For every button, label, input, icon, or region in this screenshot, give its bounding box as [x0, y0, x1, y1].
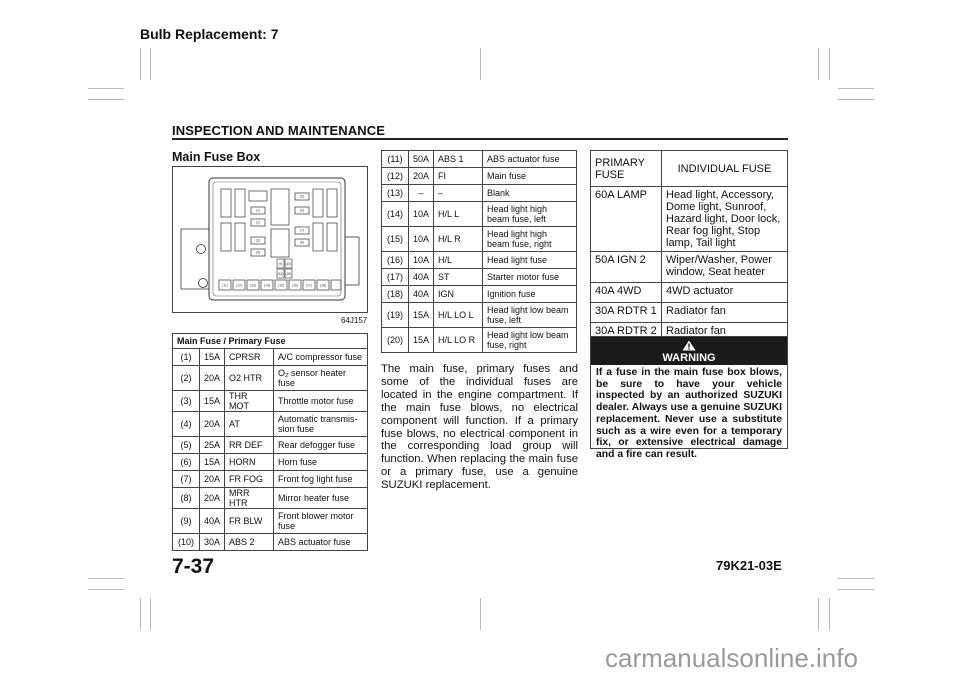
warning-text: If a fuse in the main fuse box blows, be sure to have your vehicle inspected by an authorized SUZUKI dealer. Always use a genuine SUZUKI replacement. Never use a substitute such as a wire even for a temporary fix, or extensive electrical damage and a fire can result. — [596, 367, 782, 460]
fuse-amperage: 40A — [409, 286, 434, 303]
crop-mark — [829, 598, 830, 630]
fuse-name: H/L R — [434, 227, 483, 252]
fuse-description: Head light low beam fuse, left — [483, 303, 577, 328]
individual-fuse-cell: Radiator fan — [662, 303, 788, 323]
fuse-name: FR FOG — [225, 471, 274, 488]
fuse-name: H/L — [434, 252, 483, 269]
table-row — [591, 283, 788, 303]
fuse-description: Head light fuse — [483, 252, 577, 269]
table-row — [382, 328, 577, 353]
fuse-name: FI — [434, 168, 483, 185]
fuse-number: (19) — [382, 303, 409, 328]
fuse-number: (7) — [173, 471, 200, 488]
fuse-name: – — [434, 185, 483, 202]
diagram-label: (14) — [264, 283, 270, 288]
fuse-table-header: Main Fuse / Primary Fuse — [173, 334, 368, 349]
diagram-label: (9) — [278, 262, 283, 266]
fuse-box-diagram — [173, 167, 367, 312]
fuse-description: ABS actuator fuse — [274, 534, 368, 551]
crop-mark — [829, 48, 830, 80]
individual-fuse-cell: Radiator fan — [662, 323, 788, 343]
fuse-description: Head light high beam fuse, right — [483, 227, 577, 252]
diagram-label: (11) — [222, 283, 228, 288]
warning-title: WARNING — [662, 352, 716, 364]
crop-mark — [838, 99, 874, 100]
diagram-label: (19) — [277, 272, 284, 276]
fuse-name: H/L LO R — [434, 328, 483, 353]
diagram-label: (10) — [285, 262, 292, 266]
crop-mark — [140, 48, 141, 80]
table-row — [382, 168, 577, 185]
fuse-amperage: 15A — [409, 328, 434, 353]
fuse-number: (2) — [173, 366, 200, 391]
crop-mark — [150, 598, 151, 630]
table-row — [173, 471, 368, 488]
fuse-name: ABS 1 — [434, 151, 483, 168]
table-row — [382, 286, 577, 303]
fuse-amperage: 20A — [409, 168, 434, 185]
table-row — [382, 202, 577, 227]
fuse-number: (16) — [382, 252, 409, 269]
fuse-description: O₂ sensor heater fuse — [274, 366, 368, 391]
figure-code: 64J157 — [341, 316, 368, 325]
diagram-label: (20) — [285, 272, 292, 276]
diagram-label: (16) — [292, 283, 298, 288]
primary-fuse-table — [590, 150, 788, 343]
fuse-name: CPRSR — [225, 349, 274, 366]
fuse-number: (4) — [173, 412, 200, 437]
fuse-description: Front fog light fuse — [274, 471, 368, 488]
fuse-amperage: 15A — [200, 391, 225, 412]
diagram-label: (2) — [256, 220, 260, 225]
crop-mark — [838, 88, 874, 89]
table-row — [382, 151, 577, 168]
fuse-name: HORN — [225, 454, 274, 471]
fuse-description: Blank — [483, 185, 577, 202]
fuse-table-right — [381, 150, 577, 353]
diagram-label: (8) — [300, 240, 304, 245]
fuse-name: RR DEF — [225, 437, 274, 454]
fuse-table-left — [172, 333, 368, 551]
fuse-number: (12) — [382, 168, 409, 185]
fuse-box-figure — [172, 166, 368, 313]
fuse-name: ABS 2 — [225, 534, 274, 551]
diagram-label: (3) — [256, 238, 260, 243]
crop-mark — [818, 48, 819, 80]
table-row — [173, 349, 368, 366]
fuse-number: (6) — [173, 454, 200, 471]
fuse-amperage: 40A — [409, 269, 434, 286]
diagram-label: (13) — [250, 283, 256, 288]
fuse-number: (10) — [173, 534, 200, 551]
section-title: INSPECTION AND MAINTENANCE — [172, 123, 386, 138]
fuse-name: THR MOT — [225, 391, 274, 412]
fuse-amperage: 10A — [409, 202, 434, 227]
crop-mark — [838, 589, 874, 590]
fuse-name: IGN — [434, 286, 483, 303]
individual-fuse-cell: 4WD actuator — [662, 283, 788, 303]
fuse-number: (3) — [173, 391, 200, 412]
table-row — [173, 488, 368, 509]
fuse-amperage: 40A — [200, 509, 225, 534]
watermark-text: carmanualsonline.info — [605, 643, 858, 673]
individual-fuse-cell: Head light, Accessory, Dome light, Sunroof, Hazard light, Door lock, Rear fog light, Stop lamp, Tail light — [662, 187, 788, 252]
crop-mark — [88, 88, 124, 89]
crop-mark — [818, 598, 819, 630]
fuse-number: (20) — [382, 328, 409, 353]
fuse-name: ST — [434, 269, 483, 286]
fuse-amperage: 15A — [200, 349, 225, 366]
fuse-amperage: 10A — [409, 227, 434, 252]
table-row — [173, 534, 368, 551]
page-code: 79K21-03E — [716, 558, 782, 573]
fuse-description: Starter motor fuse — [483, 269, 577, 286]
crop-mark — [140, 598, 141, 630]
fuse-name: H/L L — [434, 202, 483, 227]
table-row — [382, 227, 577, 252]
primary-fuse-cell: 40A 4WD — [591, 283, 662, 303]
fuse-description: Horn fuse — [274, 454, 368, 471]
fuse-description: Mirror heater fuse — [274, 488, 368, 509]
fuse-name: H/L LO L — [434, 303, 483, 328]
fuse-amperage: 25A — [200, 437, 225, 454]
warning-header — [591, 337, 787, 365]
table-row — [382, 269, 577, 286]
fuse-number: (14) — [382, 202, 409, 227]
crop-mark — [480, 598, 481, 630]
fuse-number: (1) — [173, 349, 200, 366]
fuse-amperage: 30A — [200, 534, 225, 551]
fuse-description: Automatic transmis-sion fuse — [274, 412, 368, 437]
fuse-number: (5) — [173, 437, 200, 454]
fuse-description: Ignition fuse — [483, 286, 577, 303]
fuse-amperage: 20A — [200, 471, 225, 488]
table-row — [382, 303, 577, 328]
fuse-number: (11) — [382, 151, 409, 168]
fuse-description: Front blower motor fuse — [274, 509, 368, 534]
fuse-amperage: 15A — [409, 303, 434, 328]
fuse-number: (13) — [382, 185, 409, 202]
individual-fuse-cell: Wiper/Washer, Power window, Seat heater — [662, 252, 788, 283]
table-row — [591, 252, 788, 283]
diagram-label: (5) — [300, 194, 304, 199]
fuse-amperage: – — [409, 185, 434, 202]
fuse-amperage: 15A — [200, 454, 225, 471]
primary-fuse-column-header: PRIMARY FUSE — [591, 151, 662, 187]
diagram-label: (12) — [236, 283, 242, 288]
fuse-number: (8) — [173, 488, 200, 509]
bulb-replacement-label: Bulb Replacement: 7 — [140, 26, 279, 42]
primary-fuse-cell: 50A IGN 2 — [591, 252, 662, 283]
header-rule — [172, 138, 788, 140]
fuse-number: (15) — [382, 227, 409, 252]
fuse-number: (18) — [382, 286, 409, 303]
fuse-description: Main fuse — [483, 168, 577, 185]
diagram-label: (18) — [320, 283, 326, 288]
table-header-row — [591, 151, 788, 187]
fuse-description: Throttle motor fuse — [274, 391, 368, 412]
diagram-label: (7) — [300, 228, 304, 233]
diagram-label: (4) — [256, 250, 260, 255]
fuse-description: Rear defogger fuse — [274, 437, 368, 454]
warning-box — [590, 336, 788, 460]
diagram-label: (15) — [278, 283, 284, 288]
fuse-info-paragraph: The main fuse, primary fuses and some of the individual fuses are located in the engine compartment. If the main fuse blows, no electrical component will function. If a primary fuse blows, no electrical component in the corresponding load group will function. When replacing the main fuse or a primary fuse, use a genuine SUZUKI replacement. — [381, 363, 578, 492]
page-number: 7-37 — [172, 555, 215, 578]
fuse-description: Head light low beam fuse, right — [483, 328, 577, 353]
table-row — [173, 437, 368, 454]
warning-triangle-icon — [682, 340, 696, 351]
table-row — [173, 454, 368, 471]
table-row — [591, 303, 788, 323]
fuse-description: Head light high beam fuse, left — [483, 202, 577, 227]
fuse-name: MRR HTR — [225, 488, 274, 509]
fuse-name: FR BLW — [225, 509, 274, 534]
fuse-amperage: 10A — [409, 252, 434, 269]
table-row — [173, 412, 368, 437]
primary-fuse-cell: 30A RDTR 1 — [591, 303, 662, 323]
individual-fuse-column-header: INDIVIDUAL FUSE — [662, 151, 788, 187]
primary-fuse-cell: 60A LAMP — [591, 187, 662, 252]
fuse-number: (9) — [173, 509, 200, 534]
fuse-name: O2 HTR — [225, 366, 274, 391]
fuse-number: (17) — [382, 269, 409, 286]
table-row — [173, 391, 368, 412]
fuse-description: A/C compressor fuse — [274, 349, 368, 366]
crop-mark — [88, 578, 124, 579]
diagram-label: (1) — [256, 208, 260, 213]
fuse-amperage: 20A — [200, 366, 225, 391]
table-row — [173, 366, 368, 391]
crop-mark — [480, 48, 481, 80]
diagram-label: (6) — [300, 208, 304, 213]
table-row — [382, 252, 577, 269]
table-row — [382, 185, 577, 202]
crop-mark — [838, 578, 874, 579]
diagram-label: (17) — [306, 283, 312, 288]
primary-fuse-cell: 30A RDTR 2 — [591, 323, 662, 343]
crop-mark — [88, 589, 124, 590]
crop-mark — [150, 48, 151, 80]
crop-mark — [88, 99, 124, 100]
fuse-description: ABS actuator fuse — [483, 151, 577, 168]
fuse-name: AT — [225, 412, 274, 437]
fuse-amperage: 50A — [409, 151, 434, 168]
fuse-amperage: 20A — [200, 412, 225, 437]
main-fuse-box-heading: Main Fuse Box — [172, 150, 261, 164]
table-row — [173, 509, 368, 534]
fuse-amperage: 20A — [200, 488, 225, 509]
table-row — [591, 187, 788, 252]
